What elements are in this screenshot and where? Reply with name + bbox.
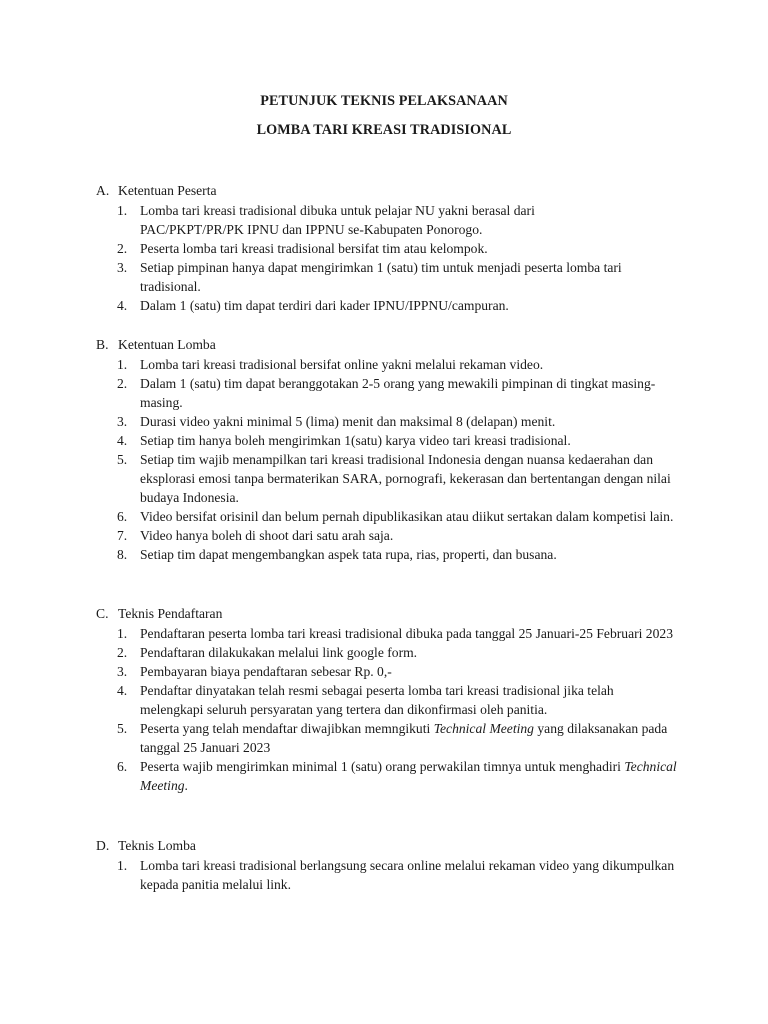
item-text: Video bersifat orisinil dan belum pernah dipublikasikan atau diikut sertakan dalam kompetisi lain.	[140, 509, 674, 524]
list-item	[117, 681, 677, 719]
item-number: 7.	[117, 528, 128, 543]
item-number: 1.	[117, 858, 128, 873]
item-text: Pendaftaran dilakukakan melalui link google form.	[140, 645, 418, 660]
item-text: Pendaftaran peserta lomba tari kreasi tradisional dibuka pada tanggal 25 Januari-25 Februari 2023	[140, 626, 673, 641]
item-text: Dalam 1 (satu) tim dapat beranggotakan 2-5 orang yang mewakili pimpinan di tingkat masing-masing.	[140, 376, 656, 410]
list-item	[117, 545, 677, 564]
list-item	[117, 507, 677, 526]
section-b-list	[117, 355, 677, 564]
item-number: 3.	[117, 260, 128, 275]
section-c-list	[117, 624, 677, 795]
list-item	[117, 374, 677, 412]
item-text: Lomba tari kreasi tradisional dibuka untuk pelajar NU yakni berasal dari PAC/PKPT/PR/PK IPNU dan IPPNU se-Kabupaten Ponorogo.	[140, 203, 535, 237]
section-d-title: Teknis Lomba	[118, 838, 196, 853]
item-number: 2.	[117, 645, 128, 660]
section-c-letter: C.	[96, 606, 109, 621]
item-text: Durasi video yakni minimal 5 (lima) menit dan maksimal 8 (delapan) menit.	[140, 414, 556, 429]
item-number: 6.	[117, 509, 128, 524]
section-d-letter: D.	[96, 838, 110, 853]
item-text: Peserta wajib mengirimkan minimal 1 (satu) orang perwakilan timnya untuk menghadiri	[140, 759, 625, 774]
document-title-line-1: PETUNJUK TEKNIS PELAKSANAAN	[260, 93, 508, 109]
list-item	[117, 624, 677, 643]
section-d-list	[117, 856, 677, 894]
list-item	[117, 355, 677, 374]
item-text-italic: Technical Meeting	[433, 721, 534, 736]
item-number: 1.	[117, 357, 128, 372]
list-item	[117, 258, 677, 296]
list-item	[117, 412, 677, 431]
list-item	[117, 719, 677, 757]
item-number: 3.	[117, 664, 128, 679]
item-text-tail: .	[184, 778, 188, 793]
item-number: 5.	[117, 721, 128, 736]
section-a-title: Ketentuan Peserta	[118, 183, 217, 198]
item-text: Setiap tim hanya boleh mengirimkan 1(satu) karya video tari kreasi tradisional.	[140, 433, 571, 448]
item-number: 4.	[117, 298, 128, 313]
item-number: 2.	[117, 241, 128, 256]
item-text: Peserta yang telah mendaftar diwajibkan memngikuti	[140, 721, 434, 736]
item-number: 1.	[117, 203, 128, 218]
document-title-line-2: LOMBA TARI KREASI TRADISIONAL	[256, 122, 512, 138]
list-item	[117, 526, 677, 545]
section-a-list	[117, 201, 677, 315]
list-item	[117, 239, 677, 258]
list-item	[117, 856, 677, 894]
section-b-heading	[96, 335, 216, 354]
list-item	[117, 296, 677, 315]
item-text: Pendaftar dinyatakan telah resmi sebagai peserta lomba tari kreasi tradisional jika telah melengkapi seluruh persyaratan yang tertera dan dikonfirmasi oleh panitia.	[140, 683, 614, 717]
item-text: Lomba tari kreasi tradisional bersifat online yakni melalui rekaman video.	[140, 357, 544, 372]
item-text: Setiap tim dapat mengembangkan aspek tata rupa, rias, properti, dan busana.	[140, 547, 557, 562]
section-a-letter: A.	[96, 183, 110, 198]
list-item	[117, 431, 677, 450]
item-text: Lomba tari kreasi tradisional berlangsung secara online melalui rekaman video yang dikumpulkan kepada panitia melalui link.	[140, 858, 675, 892]
item-number: 4.	[117, 683, 128, 698]
item-text: Dalam 1 (satu) tim dapat terdiri dari kader IPNU/IPPNU/campuran.	[140, 298, 509, 313]
item-number: 2.	[117, 376, 128, 391]
section-c-heading	[96, 604, 222, 623]
item-text: Setiap tim wajib menampilkan tari kreasi tradisional Indonesia dengan nuansa kedaerahan dan eksplorasi emosi tanpa bermaterikan SARA, pornografi, kekerasan dan bertentangan dengan nilai budaya Indonesia.	[140, 452, 671, 505]
item-text: Video hanya boleh di shoot dari satu arah saja.	[140, 528, 394, 543]
list-item	[117, 662, 677, 681]
section-d-heading	[96, 836, 196, 855]
item-text-tail: yang dilaksanakan pada tanggal 25 Januari 2023	[140, 721, 668, 755]
section-a-heading	[96, 181, 217, 200]
section-c-title: Teknis Pendaftaran	[118, 606, 223, 621]
list-item	[117, 450, 677, 507]
item-number: 4.	[117, 433, 128, 448]
section-b-letter: B.	[96, 337, 109, 352]
item-text-italic: Technical Meeting	[140, 759, 677, 793]
section-b-title: Ketentuan Lomba	[118, 337, 216, 352]
list-item	[117, 643, 677, 662]
item-number: 3.	[117, 414, 128, 429]
list-item	[117, 201, 677, 239]
item-number: 8.	[117, 547, 128, 562]
item-text: Setiap pimpinan hanya dapat mengirimkan 1 (satu) tim untuk menjadi peserta lomba tari tradisional.	[140, 260, 622, 294]
item-number: 5.	[117, 452, 128, 467]
item-number: 6.	[117, 759, 128, 774]
item-number: 1.	[117, 626, 128, 641]
item-text: Pembayaran biaya pendaftaran sebesar Rp. 0,-	[140, 664, 392, 679]
item-text: Peserta lomba tari kreasi tradisional bersifat tim atau kelompok.	[140, 241, 488, 256]
list-item	[117, 757, 677, 795]
